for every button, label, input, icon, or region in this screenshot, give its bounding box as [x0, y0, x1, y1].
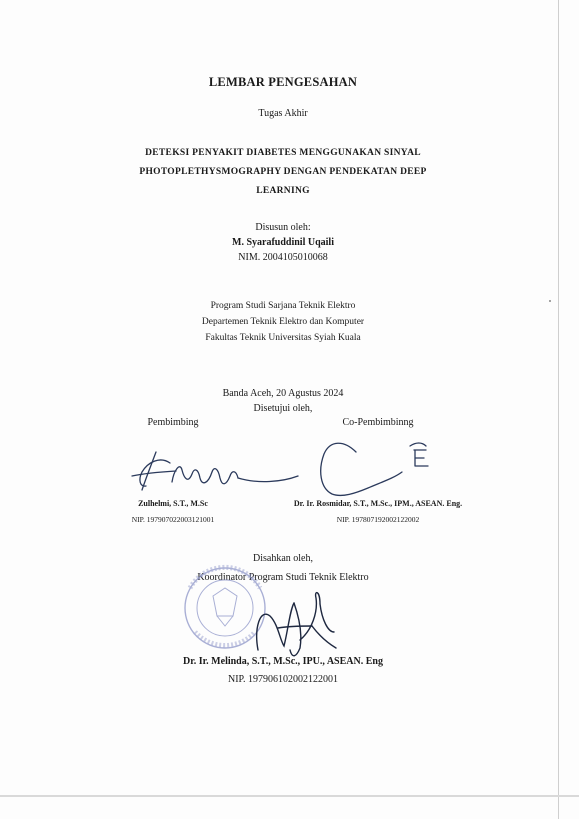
- coordinator-role: Koordinator Program Studi Teknik Elektro: [197, 572, 369, 583]
- coordinator-name: Dr. Ir. Melinda, S.T., M.Sc., IPU., ASEAN. Eng: [183, 656, 383, 667]
- thesis-title-line-2: PHOTOPLETHYSMOGRAPHY DENGAN PENDEKATAN DEEP: [139, 167, 427, 177]
- supervisor-name: Zulhelmi, S.T., M.Sc: [138, 499, 208, 508]
- page-heading: LEMBAR PENGESAHAN: [208, 75, 358, 89]
- institution-department: Departemen Teknik Elektro dan Komputer: [201, 317, 365, 327]
- supervisor-role: Pembimbing: [147, 417, 199, 428]
- institution-program: Program Studi Sarjana Teknik Elektro: [210, 301, 356, 311]
- ratified-label: Disahkan oleh,: [253, 553, 313, 564]
- document-type: Tugas Akhir: [258, 108, 308, 119]
- approved-label: Disetujui oleh,: [253, 403, 313, 414]
- supervisor-signature: [132, 452, 298, 490]
- thesis-title-line-1: DETEKSI PENYAKIT DIABETES MENGGUNAKAN SINYAL: [145, 148, 421, 158]
- co-supervisor-name: Dr. Ir. Rosmidar, S.T., M.Sc., IPM., ASEAN. Eng.: [293, 499, 463, 508]
- place-date: Banda Aceh, 20 Agustus 2024: [222, 388, 344, 399]
- supervisor-nip: NIP. 197907022003121001: [131, 515, 215, 524]
- co-supervisor-role: Co-Pembimbinng: [342, 417, 414, 428]
- author-name: M. Syarafuddinil Uqaili: [232, 237, 334, 248]
- coordinator-signature: [257, 593, 336, 656]
- author-label: Disusun oleh:: [255, 222, 311, 233]
- thesis-title-line-3: LEARNING: [256, 186, 310, 196]
- co-supervisor-nip: NIP. 197807192002122002: [336, 515, 420, 524]
- university-stamp: [185, 567, 265, 648]
- institution-faculty: Fakultas Teknik Universitas Syiah Kuala: [205, 333, 361, 343]
- co-supervisor-signature: [321, 443, 428, 495]
- author-nim: NIM. 2004105010068: [238, 252, 328, 263]
- coordinator-nip: NIP. 197906102002122001: [227, 674, 338, 685]
